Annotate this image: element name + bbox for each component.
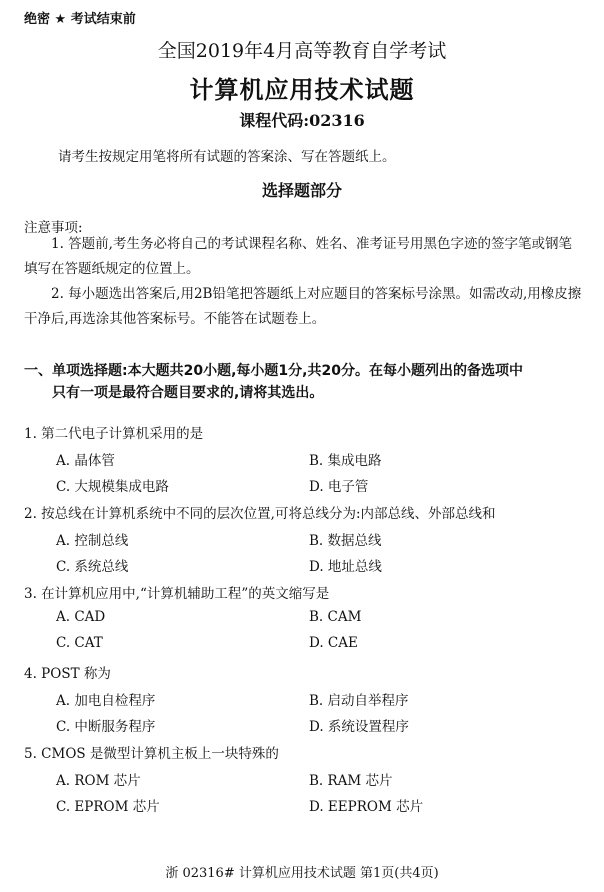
option-b: B. 数据总线 bbox=[309, 533, 382, 549]
option-c: C. EPROM 芯片 bbox=[56, 799, 160, 815]
page-title: 计算机应用技术试题 bbox=[189, 76, 415, 104]
part-heading-line1: 一、单项选择题:本大题共20小题,每小题1分,共20分。在每小题列出的备选项中 bbox=[24, 363, 523, 379]
course-code: 课程代码:02316 bbox=[239, 111, 365, 130]
confidential-label: 绝密 ★ 考试结束前 bbox=[24, 12, 136, 27]
option-b: B. RAM 芯片 bbox=[309, 773, 393, 789]
option-c: C. CAT bbox=[56, 635, 103, 651]
option-d: D. EEPROM 芯片 bbox=[309, 799, 424, 815]
option-d: D. CAE bbox=[309, 635, 358, 651]
note-item: 1. 答题前,考生务必将自己的考试课程名称、姓名、准考证号用黑色字迹的签字笔或钢笔填写在答题纸规定的位置上。 bbox=[24, 236, 572, 277]
option-c: C. 中断服务程序 bbox=[56, 719, 156, 735]
question-stem: 5. CMOS 是微型计算机主板上一块特殊的 bbox=[24, 746, 279, 762]
option-a: A. 加电自检程序 bbox=[56, 693, 156, 709]
option-b: B. 集成电路 bbox=[309, 453, 382, 469]
section-title: 选择题部分 bbox=[261, 181, 342, 200]
question-stem: 4. POST 称为 bbox=[24, 666, 111, 682]
exam-title: 全国2019年4月高等教育自学考试 bbox=[157, 40, 447, 62]
notes-title: 注意事项: bbox=[24, 220, 83, 236]
option-c: C. 系统总线 bbox=[56, 559, 129, 575]
option-b: B. 启动自举程序 bbox=[309, 693, 409, 709]
option-d: D. 系统设置程序 bbox=[309, 719, 409, 735]
instruction-text: 请考生按规定用笔将所有试题的答案涂、写在答题纸上。 bbox=[58, 149, 396, 165]
option-a: A. 晶体管 bbox=[56, 453, 115, 469]
part-heading-line2: 只有一项是最符合题目要求的,请将其选出。 bbox=[52, 385, 324, 401]
page-footer: 浙 02316# 计算机应用技术试题 第1页(共4页) bbox=[165, 866, 439, 881]
question-stem: 3. 在计算机应用中,“计算机辅助工程”的英文缩写是 bbox=[24, 586, 330, 602]
question-stem: 2. 按总线在计算机系统中不同的层次位置,可将总线分为:内部总线、外部总线和 bbox=[24, 506, 496, 522]
option-d: D. 地址总线 bbox=[309, 559, 382, 575]
option-d: D. 电子管 bbox=[309, 479, 369, 495]
option-a: A. 控制总线 bbox=[56, 533, 129, 549]
option-a: A. CAD bbox=[56, 609, 106, 625]
note-item: 2. 每小题选出答案后,用2B铅笔把答题纸上对应题目的答案标号涂黑。如需改动,用橡皮擦干净后,再选涂其他答案标号。不能答在试题卷上。 bbox=[24, 286, 582, 327]
option-b: B. CAM bbox=[309, 609, 362, 625]
option-c: C. 大规模集成电路 bbox=[56, 479, 169, 495]
question-stem: 1. 第二代电子计算机采用的是 bbox=[24, 426, 204, 442]
option-a: A. ROM 芯片 bbox=[56, 773, 141, 789]
part-heading bbox=[24, 360, 584, 404]
